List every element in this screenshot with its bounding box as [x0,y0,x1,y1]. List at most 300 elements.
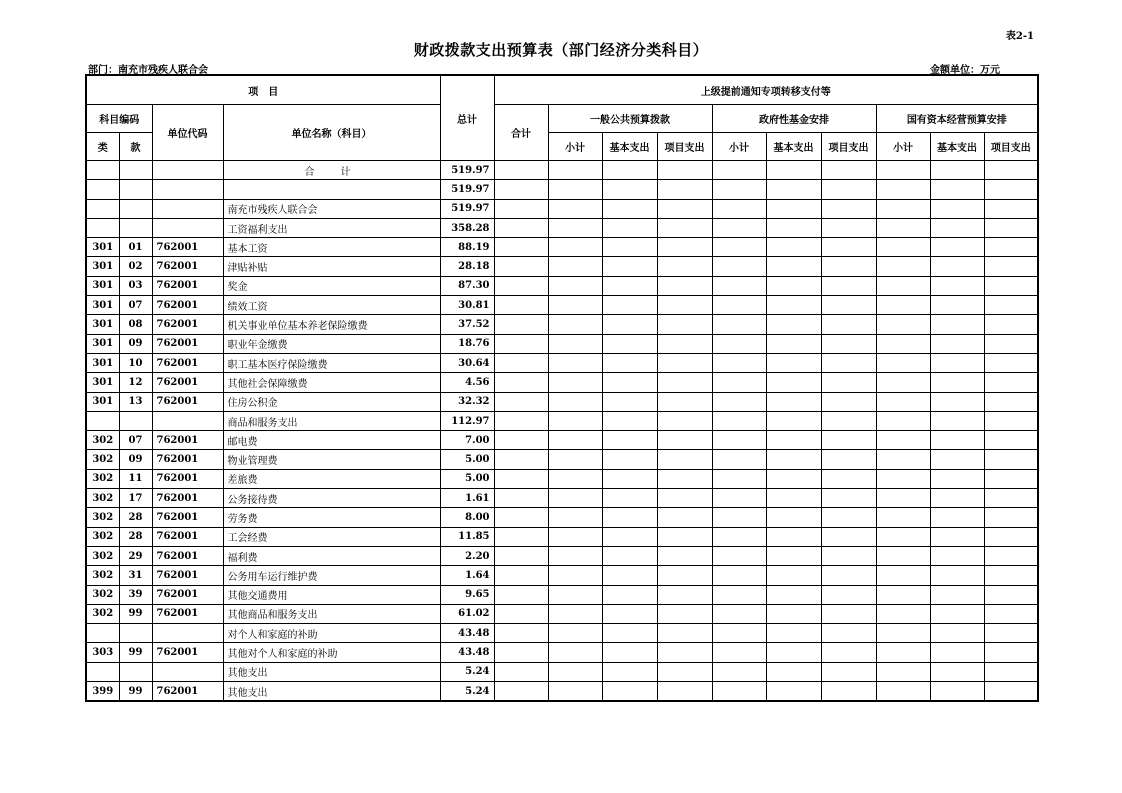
empty-cell [548,296,602,315]
table-row [86,392,1038,411]
empty-cell [930,411,984,430]
empty-cell [930,546,984,565]
empty-cell [494,334,548,353]
empty-cell [876,257,930,276]
empty-cell [984,373,1038,392]
empty-cell [657,682,712,702]
empty-cell [657,450,712,469]
empty-cell [930,180,984,199]
empty-cell [712,624,766,643]
unit-code-cell [152,161,223,180]
empty-cell [548,450,602,469]
empty-cell [657,180,712,199]
empty-cell [712,180,766,199]
unit-name-cell: 基本工资 [223,238,440,257]
section-cell: 99 [119,643,152,662]
class-cell [86,662,119,681]
class-cell: 301 [86,296,119,315]
section-cell: 09 [119,450,152,469]
empty-cell [876,411,930,430]
total-cell: 519.97 [440,180,494,199]
unit-code-cell: 762001 [152,238,223,257]
empty-cell [494,392,548,411]
empty-cell [548,431,602,450]
section-cell [119,199,152,218]
total-cell: 1.61 [440,489,494,508]
empty-cell [657,643,712,662]
class-cell: 302 [86,566,119,585]
empty-cell [821,238,876,257]
table-row [86,180,1038,199]
empty-cell [766,469,821,488]
unit-code-cell: 762001 [152,585,223,604]
table-row [86,662,1038,681]
unit-name-cell: 职业年金缴费 [223,334,440,353]
unit-name-cell: 其他支出 [223,682,440,702]
unit-code-cell [152,624,223,643]
empty-cell [876,218,930,237]
empty-cell [984,161,1038,180]
unit-code-cell: 762001 [152,431,223,450]
empty-cell [602,508,657,527]
empty-cell [657,469,712,488]
empty-cell [876,296,930,315]
empty-cell [602,489,657,508]
empty-cell [712,276,766,295]
empty-cell [766,315,821,334]
empty-cell [548,218,602,237]
empty-cell [766,373,821,392]
total-cell: 37.52 [440,315,494,334]
class-cell: 301 [86,315,119,334]
unit-code-cell: 762001 [152,296,223,315]
total-cell: 8.00 [440,508,494,527]
empty-cell [766,257,821,276]
general-basic-header: 基本支出 [602,133,657,161]
unit-name-cell: 其他商品和服务支出 [223,604,440,623]
empty-cell [712,469,766,488]
empty-cell [876,682,930,702]
state-capital-header: 国有资本经营预算安排 [876,105,1038,133]
empty-cell [657,508,712,527]
empty-cell [930,199,984,218]
empty-cell [876,315,930,334]
unit-code-cell: 762001 [152,276,223,295]
empty-cell [930,527,984,546]
class-cell: 301 [86,392,119,411]
unit-code-cell: 762001 [152,257,223,276]
empty-cell [821,218,876,237]
total-cell: 9.65 [440,585,494,604]
section-header: 款 [119,133,152,161]
total-cell: 2.20 [440,546,494,565]
empty-cell [984,527,1038,546]
empty-cell [766,624,821,643]
empty-cell [657,566,712,585]
empty-cell [657,527,712,546]
empty-cell [930,315,984,334]
section-cell [119,180,152,199]
empty-cell [494,527,548,546]
table-row [86,508,1038,527]
empty-cell [930,218,984,237]
table-row [86,353,1038,372]
section-cell [119,662,152,681]
budget-table [85,74,1039,702]
unit-code-cell: 762001 [152,315,223,334]
empty-cell [984,585,1038,604]
empty-cell [602,257,657,276]
empty-cell [602,296,657,315]
empty-cell [712,353,766,372]
empty-cell [766,276,821,295]
empty-cell [548,682,602,702]
empty-cell [821,431,876,450]
empty-cell [821,296,876,315]
empty-cell [876,527,930,546]
empty-cell [548,527,602,546]
unit-code-cell: 762001 [152,392,223,411]
section-cell: 29 [119,546,152,565]
empty-cell [712,257,766,276]
empty-cell [494,508,548,527]
empty-cell [548,353,602,372]
class-header: 类 [86,133,119,161]
unit-name-cell: 其他交通费用 [223,585,440,604]
unit-code-cell: 762001 [152,373,223,392]
table-row [86,604,1038,623]
empty-cell [766,450,821,469]
empty-cell [602,527,657,546]
table-row [86,276,1038,295]
unit-name-cell: 合 计 [223,161,440,180]
unit-name-cell: 物业管理费 [223,450,440,469]
empty-cell [712,161,766,180]
class-cell: 302 [86,585,119,604]
empty-cell [548,585,602,604]
empty-cell [602,546,657,565]
unit-code-cell: 762001 [152,353,223,372]
empty-cell [821,315,876,334]
class-cell [86,161,119,180]
unit-code-cell: 762001 [152,450,223,469]
empty-cell [876,334,930,353]
unit-name-cell: 对个人和家庭的补助 [223,624,440,643]
empty-cell [984,353,1038,372]
class-cell: 302 [86,527,119,546]
total-cell: 32.32 [440,392,494,411]
empty-cell [821,334,876,353]
empty-cell [876,643,930,662]
empty-cell [766,566,821,585]
class-cell [86,218,119,237]
empty-cell [821,353,876,372]
empty-cell [494,546,548,565]
unit-code-cell [152,180,223,199]
unit-code-cell: 762001 [152,566,223,585]
empty-cell [766,527,821,546]
empty-cell [930,566,984,585]
empty-cell [876,238,930,257]
section-cell: 13 [119,392,152,411]
empty-cell [602,662,657,681]
empty-cell [712,643,766,662]
unit-name-cell: 绩效工资 [223,296,440,315]
table-row [86,296,1038,315]
empty-cell [821,489,876,508]
table-row [86,489,1038,508]
empty-cell [930,431,984,450]
empty-cell [876,161,930,180]
empty-cell [602,643,657,662]
empty-cell [821,624,876,643]
empty-cell [657,662,712,681]
class-cell: 302 [86,469,119,488]
total-cell: 7.00 [440,431,494,450]
empty-cell [494,199,548,218]
empty-cell [876,469,930,488]
section-cell [119,624,152,643]
empty-cell [984,566,1038,585]
empty-cell [548,161,602,180]
empty-cell [984,392,1038,411]
unit-name-cell: 商品和服务支出 [223,411,440,430]
empty-cell [766,431,821,450]
class-cell [86,180,119,199]
general-project-header: 项目支出 [657,133,712,161]
empty-cell [984,199,1038,218]
empty-cell [712,199,766,218]
unit-code-cell: 762001 [152,527,223,546]
empty-cell [712,662,766,681]
empty-cell [548,334,602,353]
table-row [86,546,1038,565]
empty-cell [712,604,766,623]
unit-name-cell: 差旅费 [223,469,440,488]
empty-cell [876,353,930,372]
table-row [86,682,1038,702]
total-cell: 61.02 [440,604,494,623]
empty-cell [984,180,1038,199]
section-cell: 02 [119,257,152,276]
table-row [86,199,1038,218]
total-cell: 112.97 [440,411,494,430]
empty-cell [657,161,712,180]
table-row [86,527,1038,546]
item-header: 项 目 [86,75,440,105]
class-cell: 302 [86,450,119,469]
empty-cell [821,604,876,623]
empty-cell [821,469,876,488]
empty-cell [930,604,984,623]
empty-cell [930,334,984,353]
empty-cell [494,585,548,604]
empty-cell [494,682,548,702]
table-row [86,585,1038,604]
empty-cell [930,469,984,488]
empty-cell [494,431,548,450]
empty-cell [548,392,602,411]
empty-cell [494,489,548,508]
empty-cell [821,546,876,565]
unit-code-cell: 762001 [152,546,223,565]
empty-cell [602,604,657,623]
total-cell: 519.97 [440,199,494,218]
empty-cell [657,257,712,276]
section-cell: 03 [119,276,152,295]
empty-cell [821,199,876,218]
fund-sub-header: 小计 [712,133,766,161]
empty-cell [821,180,876,199]
empty-cell [821,257,876,276]
unit-code-cell: 762001 [152,334,223,353]
empty-cell [930,450,984,469]
unit-code-cell: 762001 [152,682,223,702]
empty-cell [657,315,712,334]
empty-cell [766,546,821,565]
page-title: 财政拨款支出预算表（部门经济分类科目） [413,41,709,59]
empty-cell [984,508,1038,527]
empty-cell [821,566,876,585]
empty-cell [494,643,548,662]
class-cell [86,199,119,218]
fund-basic-header: 基本支出 [766,133,821,161]
table-row [86,431,1038,450]
empty-cell [602,315,657,334]
empty-cell [602,411,657,430]
gov-fund-header: 政府性基金安排 [712,105,876,133]
empty-cell [766,161,821,180]
class-cell: 302 [86,489,119,508]
unit-name-cell: 公务接待费 [223,489,440,508]
total-cell: 87.30 [440,276,494,295]
section-cell: 12 [119,373,152,392]
empty-cell [821,411,876,430]
empty-cell [930,392,984,411]
unit-name-cell: 其他支出 [223,662,440,681]
empty-cell [657,296,712,315]
total-header: 总计 [440,75,494,161]
empty-cell [548,546,602,565]
empty-cell [930,624,984,643]
empty-cell [876,431,930,450]
fund-project-header: 项目支出 [821,133,876,161]
class-cell [86,411,119,430]
empty-cell [930,489,984,508]
empty-cell [657,218,712,237]
empty-cell [984,296,1038,315]
empty-cell [602,392,657,411]
empty-cell [821,276,876,295]
capital-project-header: 项目支出 [984,133,1038,161]
empty-cell [657,585,712,604]
empty-cell [712,296,766,315]
empty-cell [712,489,766,508]
unit-name-header: 单位名称（科目） [223,105,440,161]
total-cell: 30.64 [440,353,494,372]
total-cell: 28.18 [440,257,494,276]
total-cell: 43.48 [440,624,494,643]
empty-cell [821,527,876,546]
empty-cell [602,450,657,469]
empty-cell [766,392,821,411]
total-cell: 5.00 [440,469,494,488]
total-cell: 1.64 [440,566,494,585]
section-cell: 07 [119,431,152,450]
empty-cell [984,643,1038,662]
section-cell [119,411,152,430]
empty-cell [548,315,602,334]
empty-cell [766,489,821,508]
class-cell: 301 [86,353,119,372]
unit-name-cell: 南充市残疾人联合会 [223,199,440,218]
empty-cell [712,392,766,411]
empty-cell [602,276,657,295]
empty-cell [712,546,766,565]
unit-name-cell: 住房公积金 [223,392,440,411]
table-row [86,411,1038,430]
total-cell: 18.76 [440,334,494,353]
section-cell: 01 [119,238,152,257]
empty-cell [876,546,930,565]
empty-cell [876,450,930,469]
table-row [86,373,1038,392]
empty-cell [548,373,602,392]
empty-cell [602,180,657,199]
empty-cell [766,334,821,353]
empty-cell [548,508,602,527]
empty-cell [494,238,548,257]
empty-cell [930,257,984,276]
empty-cell [548,276,602,295]
empty-cell [494,218,548,237]
empty-cell [984,411,1038,430]
empty-cell [712,411,766,430]
class-cell: 302 [86,431,119,450]
class-cell: 399 [86,682,119,702]
empty-cell [766,411,821,430]
empty-cell [548,180,602,199]
class-cell: 301 [86,257,119,276]
empty-cell [984,257,1038,276]
section-cell: 07 [119,296,152,315]
table-row [86,450,1038,469]
unit-name-cell [223,180,440,199]
unit-name-cell: 工资福利支出 [223,218,440,237]
empty-cell [821,392,876,411]
unit-name-cell: 其他社会保障缴费 [223,373,440,392]
general-sub-header: 小计 [548,133,602,161]
unit-name-cell: 公务用车运行维护费 [223,566,440,585]
subject-code-header: 科目编码 [86,105,152,133]
empty-cell [876,180,930,199]
empty-cell [494,276,548,295]
empty-cell [766,218,821,237]
section-cell: 11 [119,469,152,488]
empty-cell [494,257,548,276]
empty-cell [876,199,930,218]
empty-cell [602,334,657,353]
empty-cell [876,276,930,295]
empty-cell [984,469,1038,488]
empty-cell [657,238,712,257]
section-cell: 99 [119,682,152,702]
general-budget-header: 一般公共预算拨款 [548,105,712,133]
empty-cell [766,643,821,662]
total-cell: 5.00 [440,450,494,469]
empty-cell [766,604,821,623]
empty-cell [602,373,657,392]
